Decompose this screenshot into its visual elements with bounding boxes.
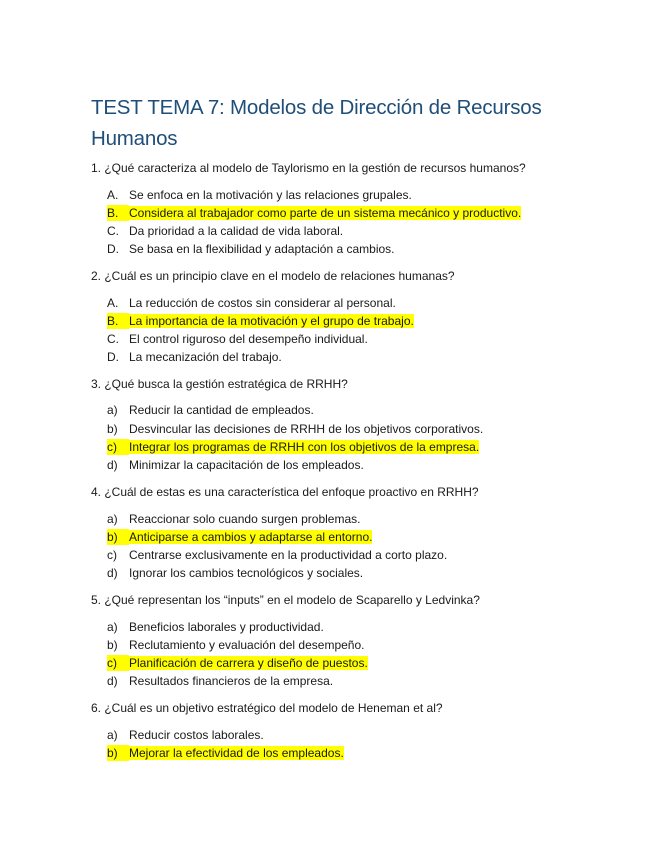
option-text: Mejorar la efectividad de los empleados. — [129, 746, 344, 760]
option-1c — [107, 223, 343, 239]
question-4: 4. ¿Cuál de estas es una característica del enfoque proactivo en RRHH? — [91, 485, 479, 499]
option-text: Reducir costos laborales. — [129, 728, 264, 742]
option-6a — [107, 727, 264, 743]
option-4c — [107, 547, 447, 563]
option-2b — [107, 313, 414, 329]
option-5c — [107, 655, 368, 671]
option-marker: A. — [107, 188, 119, 202]
option-2c — [107, 331, 368, 347]
option-2a — [107, 295, 396, 311]
option-text: Reclutamiento y evaluación del desempeño. — [129, 638, 365, 652]
option-marker: d) — [107, 674, 118, 688]
question-1: 1. ¿Qué caracteriza al modelo de Taylorismo en la gestión de recursos humanos? — [91, 161, 526, 175]
option-text: La reducción de costos sin considerar al personal. — [129, 296, 396, 310]
option-text: Ignorar los cambios tecnológicos y sociales. — [129, 566, 364, 580]
question-5: 5. ¿Qué representan los “inputs” en el modelo de Scaparello y Ledvinka? — [91, 593, 480, 607]
option-6b — [107, 745, 344, 761]
option-5d — [107, 673, 333, 689]
option-text: Planificación de carrera y diseño de puestos. — [129, 656, 368, 670]
option-text: Se enfoca en la motivación y las relaciones grupales. — [129, 188, 412, 202]
option-text: Anticiparse a cambios y adaptarse al entorno. — [129, 530, 373, 544]
option-4b — [107, 529, 372, 545]
option-3b — [107, 421, 483, 437]
option-3a — [107, 402, 314, 418]
option-marker: D. — [107, 242, 119, 256]
option-text: Centrarse exclusivamente en la productividad a corto plazo. — [129, 548, 448, 562]
option-marker: c) — [107, 439, 129, 455]
option-marker: d) — [107, 566, 118, 580]
option-1a — [107, 187, 412, 203]
option-text: La importancia de la motivación y el grupo de trabajo. — [129, 314, 414, 328]
option-marker: b) — [107, 422, 118, 436]
option-marker: B. — [107, 313, 129, 329]
option-marker: A. — [107, 296, 119, 310]
option-marker: a) — [107, 728, 118, 742]
option-marker: B. — [107, 205, 129, 221]
option-marker: C. — [107, 332, 119, 346]
option-3d — [107, 457, 364, 473]
option-text: Reaccionar solo cuando surgen problemas. — [129, 512, 361, 526]
option-text: Se basa en la flexibilidad y adaptación a cambios. — [129, 242, 395, 256]
option-text: Desvincular las decisiones de RRHH de los objetivos corporativos. — [129, 422, 484, 436]
option-marker: a) — [107, 620, 118, 634]
option-marker: c) — [107, 655, 129, 671]
option-1b — [107, 205, 521, 221]
option-marker: a) — [107, 403, 118, 417]
question-3: 3. ¿Qué busca la gestión estratégica de RRHH? — [91, 377, 348, 391]
option-text: Resultados financieros de la empresa. — [129, 674, 334, 688]
option-4d — [107, 565, 363, 581]
option-marker: b) — [107, 745, 129, 761]
option-1d — [107, 241, 395, 257]
option-text: Da prioridad a la calidad de vida laboral. — [129, 224, 344, 238]
option-text: Considera al trabajador como parte de un sistema mecánico y productivo. — [129, 206, 522, 220]
option-marker: D. — [107, 350, 119, 364]
option-text: Integrar los programas de RRHH con los objetivos de la empresa. — [129, 440, 480, 454]
question-2: 2. ¿Cuál es un principio clave en el modelo de relaciones humanas? — [91, 269, 455, 283]
option-marker: b) — [107, 638, 118, 652]
option-text: Reducir la cantidad de empleados. — [129, 403, 314, 417]
option-text: Beneficios laborales y productividad. — [129, 620, 324, 634]
option-marker: C. — [107, 224, 119, 238]
option-marker: c) — [107, 548, 117, 562]
document-title: TEST TEMA 7: Modelos de Dirección de Recursos Humanos — [91, 96, 542, 150]
question-6: 6. ¿Cuál es un objetivo estratégico del modelo de Heneman et al? — [91, 701, 443, 715]
option-text: El control riguroso del desempeño individual. — [129, 332, 368, 346]
option-text: Minimizar la capacitación de los empleados. — [129, 458, 364, 472]
option-marker: a) — [107, 512, 118, 526]
option-marker: b) — [107, 529, 129, 545]
option-5b — [107, 637, 364, 653]
option-4a — [107, 511, 360, 527]
option-text: La mecanización del trabajo. — [129, 350, 282, 364]
option-marker: d) — [107, 458, 118, 472]
option-3c — [107, 439, 479, 455]
option-5a — [107, 619, 324, 635]
option-2d — [107, 349, 282, 365]
